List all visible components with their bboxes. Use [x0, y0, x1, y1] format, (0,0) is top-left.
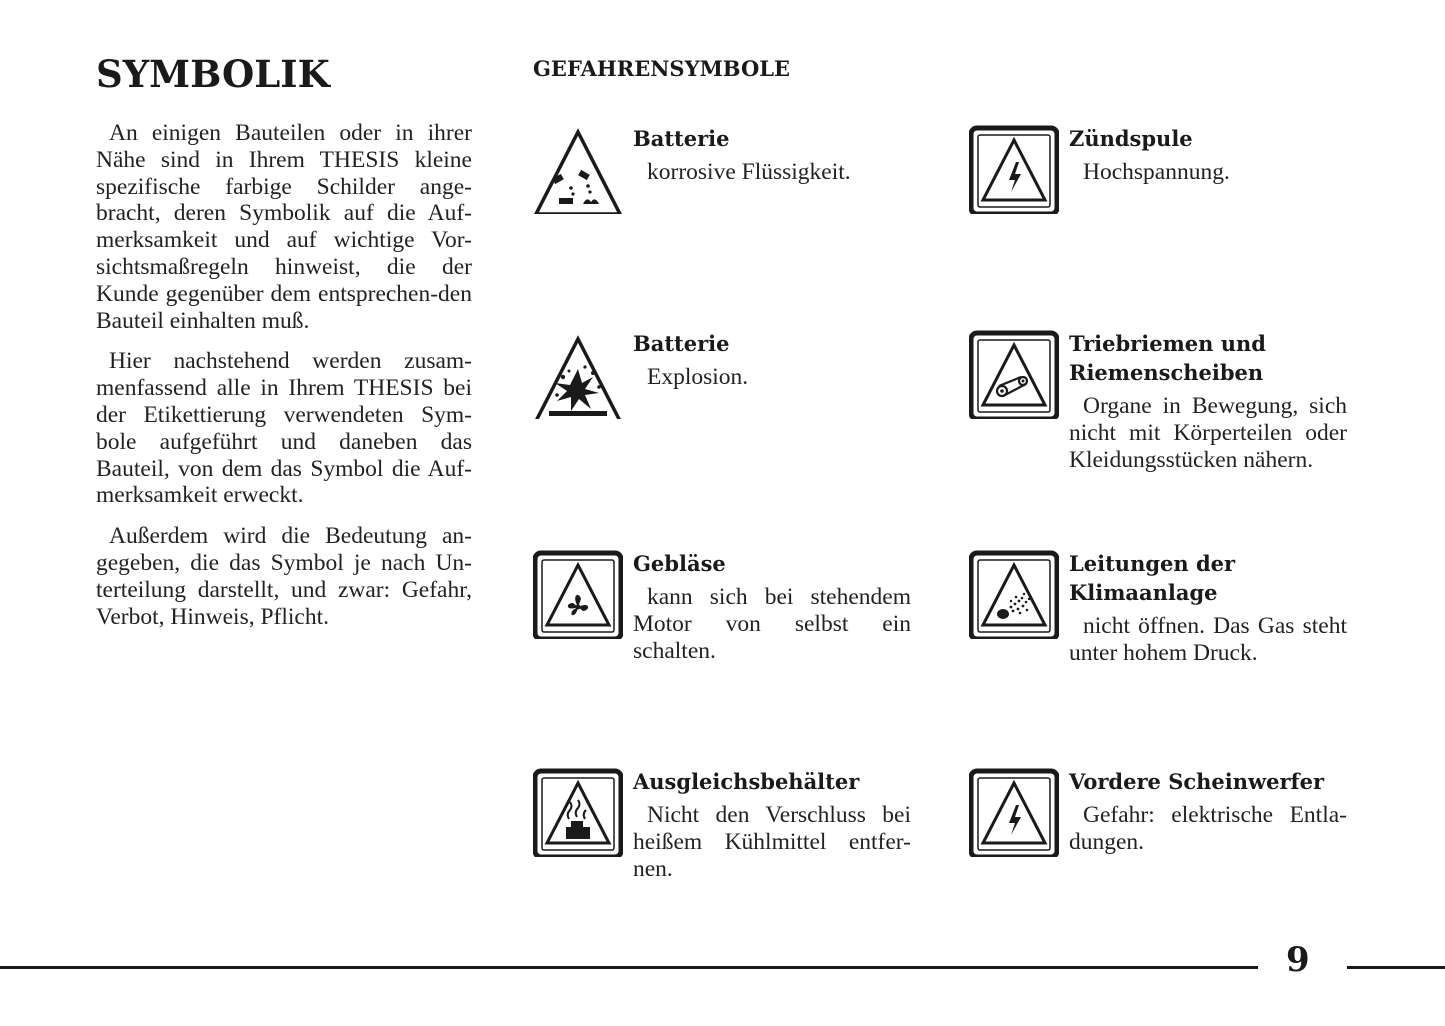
entry-title: Gebläse: [633, 551, 726, 576]
electric-discharge-icon: [969, 767, 1059, 857]
intro-paragraph: Außerdem wird die Bedeutung an-gegeben, die das Symbol je nach Un-terteilung darstellt, und zwar: Gefahr, Verbot, Hinweis, Pflicht.: [96, 523, 472, 630]
page-title: SYMBOLIK: [96, 52, 330, 96]
section-heading: GEFAHRENSYMBOLE: [533, 56, 791, 81]
entry-title: Triebriemen und Riemenscheiben: [1069, 331, 1266, 385]
entry-title: Batterie: [633, 331, 730, 356]
intro-text: [96, 120, 472, 644]
entry-description: korrosive Flüssigkeit.: [647, 159, 851, 185]
entry-title: Leitungen der Klimaanlage: [1069, 551, 1236, 605]
entry-title: Ausgleichsbehälter: [633, 769, 860, 794]
pressurized-gas-icon: [969, 549, 1059, 639]
explosion-icon: [533, 329, 623, 419]
fan-icon: [533, 549, 623, 639]
intro-paragraph: An einigen Bauteilen oder in ihrer Nähe sind in Ihrem THESIS kleine spezifische farbige Schilder ange-bracht, deren Symbolik auf die Auf-merksamkeit und auf wichtige Vor-sichtsmaßregeln hinweist, die der Kunde gegenüber dem entsprechen-den Bauteil einhalten muß.: [96, 120, 472, 334]
footer-rule-left: [0, 966, 1258, 969]
hot-coolant-icon: [533, 767, 623, 857]
entry-description: Explosion.: [647, 364, 749, 390]
entry-description: Nicht den Verschluss bei heißem Kühlmittel entfer-nen.: [633, 802, 911, 882]
entry-description: Organe in Bewegung, sich nicht mit Körperteilen oder Kleidungsstücken nähern.: [1069, 393, 1347, 473]
footer-rule-right: [1347, 966, 1445, 969]
entry-description: Hochspannung.: [1083, 159, 1230, 185]
entry-description: kann sich bei stehendem Motor von selbst ein schalten.: [633, 584, 911, 664]
entry-description: nicht öffnen. Das Gas steht unter hohem Druck.: [1069, 613, 1347, 666]
belt-pulley-icon: [969, 329, 1059, 419]
page-number: 9: [1286, 940, 1310, 980]
entry-description: Gefahr: elektrische Entla-dungen.: [1069, 802, 1347, 855]
entry-title: Vordere Scheinwerfer: [1069, 769, 1325, 794]
entry-title: Batterie: [633, 126, 730, 151]
corrosive-liquid-icon: [533, 124, 623, 214]
intro-paragraph: Hier nachstehend werden zusam-menfassend alle in Ihrem THESIS bei der Etikettierung verwendeten Sym-bole aufgeführt und daneben das Bauteil, von dem das Symbol die Auf-merksamkeit erweckt.: [96, 348, 472, 509]
high-voltage-icon: [969, 124, 1059, 214]
entry-title: Zündspule: [1069, 126, 1193, 151]
